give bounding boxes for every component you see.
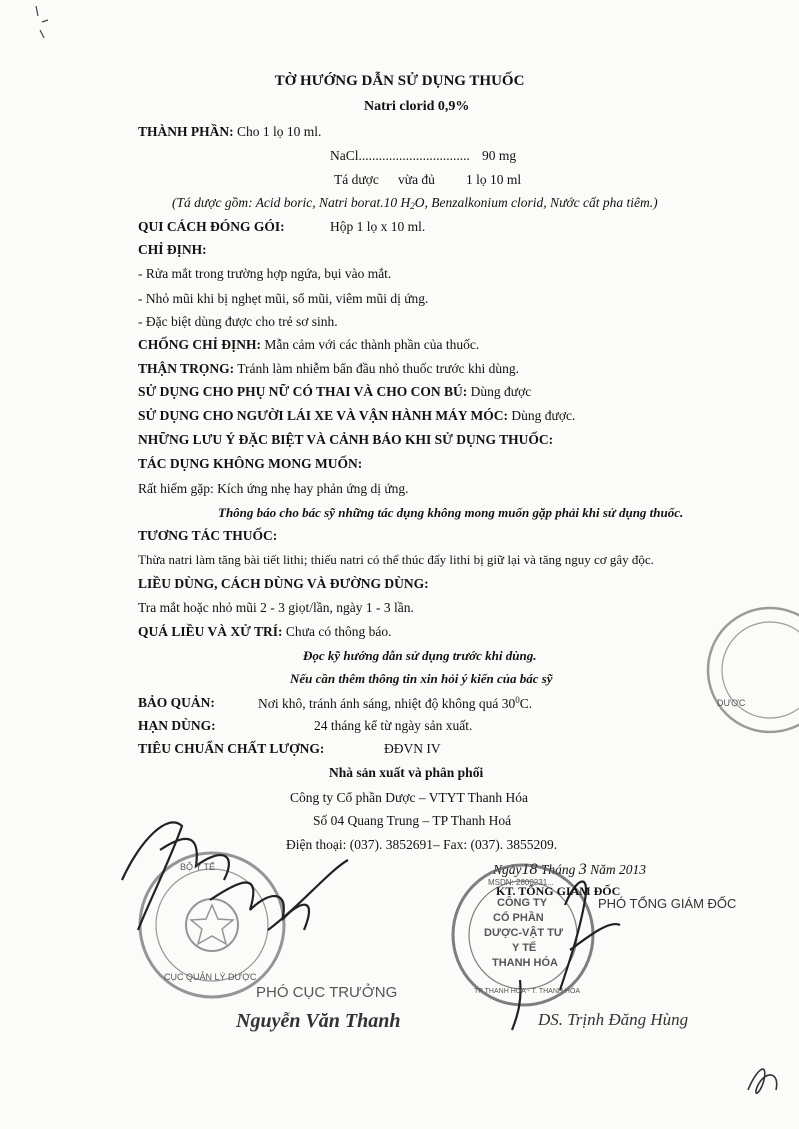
precautions-label: THẬN TRỌNG: — [138, 361, 235, 376]
storage-text-prefix: Nơi khô, tránh ánh sáng, nhiệt độ không quá 30 — [258, 696, 516, 711]
overdose-text: Chưa có thông báo. — [285, 624, 392, 639]
indication-item: - Đặc biệt dùng được cho trẻ sơ sinh. — [138, 314, 338, 329]
expiry-label: HẠN DÙNG: — [138, 718, 216, 733]
dosage-label: LIỀU DÙNG, CÁCH DÙNG VÀ ĐƯỜNG DÙNG: — [138, 576, 429, 591]
deputy-head-name: Nguyễn Văn Thanh — [236, 1010, 401, 1032]
composition-text: Cho 1 lọ 10 ml. — [237, 124, 322, 139]
deputy-head-title: PHÓ CỤC TRƯỞNG — [256, 984, 398, 1001]
contraindications-text: Mẫn cảm với các thành phần của thuốc. — [264, 337, 480, 352]
director-title: KT. TỔNG GIÁM ĐỐC — [496, 884, 621, 898]
company-stamp-line: CÔNG TY — [497, 897, 548, 909]
excipient-label: Tá dược — [334, 172, 379, 187]
deputy-director-title: PHÓ TỔNG GIÁM ĐỐC — [598, 896, 737, 911]
pregnancy-text: Dùng được — [470, 384, 532, 399]
company-stamp-line: THANH HÓA — [492, 957, 558, 969]
storage-label: BẢO QUẢN: — [138, 695, 215, 710]
agency-stamp-text-top: BỘ Y TẾ — [180, 862, 216, 872]
excipient-amount: 1 lọ 10 ml — [466, 172, 522, 187]
advice-line-2: Nếu cần thêm thông tin xin hỏi ý kiến của bác sỹ — [290, 671, 553, 686]
company-stamp-line: MSDN: 2800231... — [488, 878, 554, 887]
agency-stamp-text-bottom: CỤC QUẢN LÝ DƯỢC — [164, 972, 257, 982]
date-day: 18 — [521, 861, 538, 878]
company-stamp-line: Y TẾ — [512, 942, 537, 954]
corner-mark — [36, 6, 48, 38]
driving-label: SỬ DỤNG CHO NGƯỜI LÁI XE VÀ VẬN HÀNH MÁY MÓC: — [138, 408, 508, 423]
excipient-qs: vừa đủ — [398, 172, 435, 187]
advice-line-1: Đọc kỹ hướng dẫn sử dụng trước khi dùng. — [303, 648, 537, 663]
nacl-amount: 90 mg — [482, 148, 517, 163]
company-stamp-line: TP THANH HÓA - T. THANH HÓA — [474, 988, 581, 995]
standard-text: ĐĐVN IV — [384, 741, 441, 756]
side-effects-text: Rất hiếm gặp: Kích ứng nhẹ hay phản ứng dị ứng. — [138, 481, 409, 496]
deputy-director-name: DS. Trịnh Đăng Hùng — [538, 1010, 689, 1029]
interactions-label: TƯƠNG TÁC THUỐC: — [138, 528, 278, 543]
indication-item: - Rửa mắt trong trường hợp ngứa, bụi vào mắt. — [138, 266, 392, 281]
warnings-label: NHỮNG LƯU Ý ĐẶC BIỆT VÀ CẢNH BÁO KHI SỬ DỤNG THUỐC: — [138, 432, 554, 447]
packaging-text: Hộp 1 lọ x 10 ml. — [330, 219, 426, 234]
packaging-label: QUI CÁCH ĐÓNG GÓI: — [138, 219, 285, 234]
manufacturer-company: Công ty Cổ phần Dược – VTYT Thanh Hóa — [290, 790, 528, 805]
side-effects-notice: Thông báo cho bác sỹ những tác dụng không mong muốn gặp phải khi sử dụng thuốc. — [218, 505, 684, 520]
date-year: Năm 2013 — [590, 862, 647, 877]
manufacturer-heading: Nhà sản xuất và phân phối — [329, 765, 484, 780]
manufacturer-phone: Điện thoại: (037). 3852691– Fax: (037). 3855209. — [286, 837, 558, 852]
manufacturer-address: Số 04 Quang Trung – TP Thanh Hoá — [313, 813, 512, 828]
company-stamp-line: CỔ PHẦN — [493, 912, 544, 924]
contraindications-label: CHỐNG CHỈ ĐỊNH: — [138, 337, 262, 352]
driving-text: Dùng được. — [511, 408, 576, 423]
precautions-text: Tránh làm nhiễm bẩn đầu nhỏ thuốc trước khi dùng. — [237, 361, 519, 376]
storage-text-suffix: C. — [519, 696, 533, 711]
date-month: 3 — [578, 861, 587, 878]
excipient-note-sub: 2 — [410, 201, 415, 211]
composition-label: THÀNH PHẦN: — [138, 124, 234, 139]
document-subtitle: Natri clorid 0,9% — [364, 99, 470, 114]
right-edge-stamp-text: DƯỢC — [717, 698, 746, 708]
excipient-note-prefix: (Tá dược gồm: Acid boric, Natri borat.10 H — [172, 195, 411, 210]
excipient-note-suffix: O, Benzalkonium clorid, Nước cất pha tiêm.) — [414, 195, 658, 210]
company-stamp-line: DƯỢC-VẬT TƯ — [484, 927, 563, 939]
expiry-text: 24 tháng kể từ ngày sản xuất. — [314, 718, 473, 733]
pregnancy-label: SỬ DỤNG CHO PHỤ NỮ CÓ THAI VÀ CHO CON BÚ: — [138, 384, 468, 399]
document-title: TỜ HƯỚNG DẪN SỬ DỤNG THUỐC — [274, 73, 525, 89]
right-edge-stamp — [708, 608, 799, 732]
storage-degree: 0 — [515, 695, 520, 705]
nacl-line: NaCl................................. — [330, 148, 470, 163]
interactions-text: Thừa natri làm tăng bài tiết lithi; thiếu natri có thể thúc đẩy lithi bị giữ lại và tăng nguy cơ gây độc. — [138, 552, 654, 567]
side-effects-label: TÁC DỤNG KHÔNG MONG MUỐN: — [138, 456, 363, 471]
date-month-label: Tháng — [540, 862, 576, 877]
standard-label: TIÊU CHUẨN CHẤT LƯỢNG: — [138, 741, 325, 756]
dosage-text: Tra mắt hoặc nhỏ mũi 2 - 3 giọt/lần, ngày 1 - 3 lần. — [138, 600, 414, 615]
indications-label: CHỈ ĐỊNH: — [138, 242, 207, 257]
overdose-label: QUÁ LIỀU VÀ XỬ TRÍ: — [138, 624, 283, 639]
page-initials — [748, 1069, 777, 1093]
indication-item: - Nhỏ mũi khi bị nghẹt mũi, sổ mũi, viêm mũi dị ứng. — [138, 291, 429, 306]
date-prefix: Ngày — [493, 862, 522, 877]
